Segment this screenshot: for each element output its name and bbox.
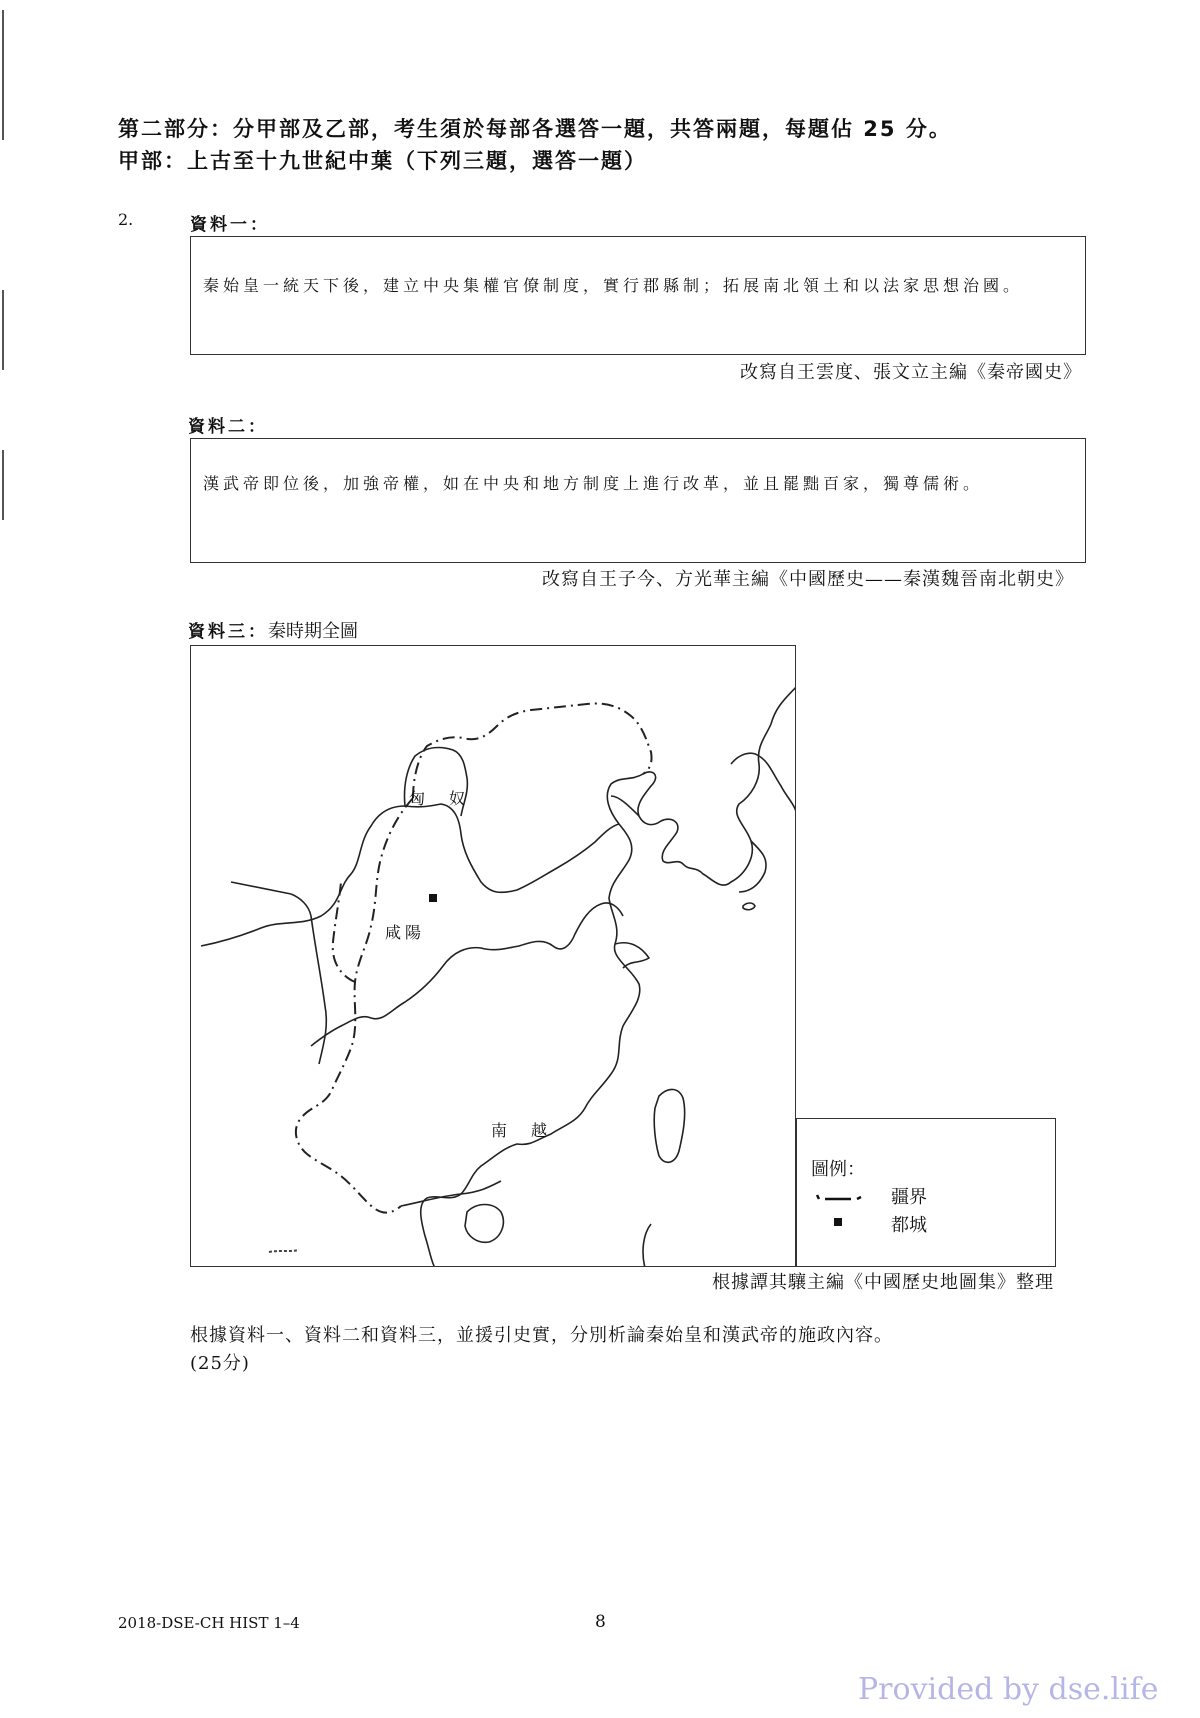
scan-margin-mark [2,290,4,370]
map-legend [796,1118,1056,1267]
page-number: 8 [595,1612,606,1632]
source1-label: 資料一： [190,215,270,235]
source3-label: 資料三： [188,622,268,642]
source1-citation: 改寫自王雲度、張文立主編《秦帝國史》 [740,362,1082,383]
taiwan [654,1089,684,1162]
source3-citation: 根據譚其驤主編《中國歷史地圖集》整理 [712,1272,1054,1293]
question-prompt [190,1322,1110,1378]
scan-margin-mark [2,450,4,520]
pearl-river [401,1181,501,1206]
question-prompt-text: 根據資料一、資料二和資料三，並援引史實，分別析論秦始皇和漢武帝的施政內容。 [190,1325,893,1346]
section-heading: 第二部分：分甲部及乙部，考生須於每部各選答一題，共答兩題，每題佔 25 分。 [118,117,952,141]
source2-box [190,438,1086,563]
legend-title: 圖例： [811,1159,865,1180]
watermark: Provided by dse.life [858,1672,1159,1707]
source3-title: 秦時期全圖 [268,621,358,642]
question-number: 2. [118,210,134,229]
northwest-river [231,882,311,916]
map-label-xianyang: 咸陽 [385,923,426,942]
map-label-nanyue: 南 越 [491,1121,552,1140]
legend-border-symbol [815,1191,865,1205]
legend-capital-label: 都城 [891,1215,927,1236]
coastline [421,686,796,1267]
source1-box [190,236,1086,355]
map-scan-scribble [269,1250,299,1252]
source2-label: 資料二： [188,417,268,437]
xianyang-capital-marker [429,894,437,902]
scan-margin-mark [2,10,4,140]
source1-text: 秦始皇一統天下後，建立中央集權官僚制度，實行郡縣制；拓展南北領土和以法家思想治國。 [203,276,1024,295]
hainan [465,1205,503,1243]
source2-text: 漢武帝即位後，加強帝權，如在中央和地方制度上進行改革，並且罷黜百家，獨尊儒術。 [203,474,984,493]
korea-coast [731,753,796,818]
source2-citation: 改寫自王子今、方光華主編《中國歷史——秦漢魏晉南北朝史》 [542,569,1074,590]
source3-heading [188,617,358,643]
qin-map [190,645,796,1267]
jeju [743,903,755,910]
western-border [296,798,413,1213]
southeast-coast [643,1224,651,1267]
paper-code: 2018-DSE-CH HIST 1–4 [118,1614,300,1632]
shandong [615,943,649,968]
northern-border [413,704,652,799]
legend-capital-symbol [833,1217,845,1229]
western-river [311,916,326,1064]
part-heading: 甲部：上古至十九世紀中葉（下列三題，選答一題） [118,149,647,173]
map-drawing [191,646,796,1267]
legend-border-label: 疆界 [891,1187,927,1208]
western-inner-border [333,882,355,982]
map-label-xiongnu: 匈 奴 [409,789,470,808]
yangtze-river [311,903,623,1046]
question-marks: (25分) [190,1353,250,1374]
liaodong [611,796,639,816]
